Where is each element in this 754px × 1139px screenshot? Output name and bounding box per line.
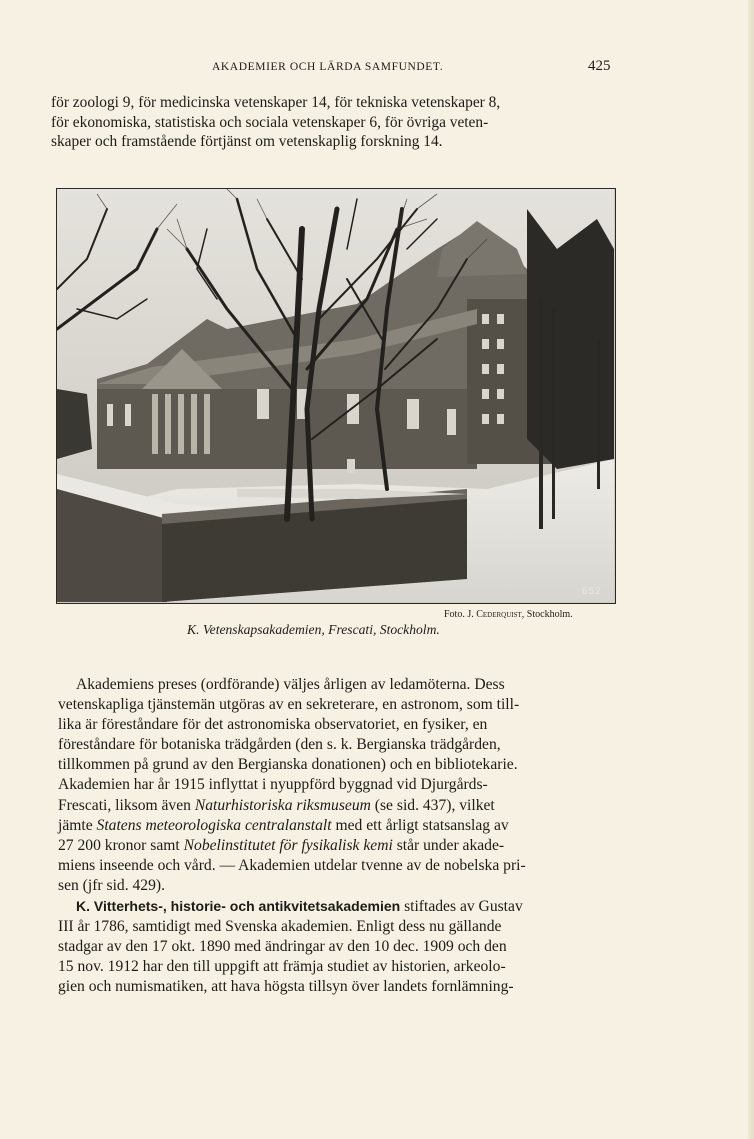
running-header: [0, 58, 754, 78]
text-line: skaper och framstående förtjänst om vetenskaplig forskning 14.: [51, 133, 443, 151]
academy-photograph: [56, 188, 616, 604]
text-line: Akademiens preses (ordförande) väljes årligen av ledamöterna. Dess: [76, 676, 505, 693]
text-line: lika är föreståndare för det astronomiska observatoriet, en fysiker, en: [58, 716, 488, 734]
text-run: 27 200 kronor samt: [58, 836, 180, 854]
text-line: sen (jfr sid. 429).: [58, 876, 165, 894]
text-line: för ekonomiska, statistiska och sociala vetenskaper 6, för övriga veten-: [51, 113, 489, 131]
institute-name: Nobelinstitutet för fysikalisk kemi: [183, 836, 393, 854]
text-line: gien och numismatiken, att hava högsta tillsyn över landets fornlämning-: [58, 978, 514, 996]
credit-suffix: , Stockholm.: [521, 609, 573, 620]
paragraph-main: [58, 675, 620, 998]
credit-photographer: Cederquist: [476, 609, 522, 620]
text-line: tillkommen på grund av den Bergianska donationen) och en bibliotekarie.: [58, 756, 518, 774]
credit-prefix: Foto. J.: [444, 609, 474, 620]
text-run: med ett årligt statsanslag av: [335, 816, 509, 834]
academy-heading: K. Vitterhets-, historie- och antikvitetsakademien: [76, 898, 401, 915]
museum-name: Naturhistoriska riksmuseum: [194, 796, 371, 814]
text-line: föreståndare för botaniska trädgården (den s. k. Bergianska trädgården,: [58, 736, 501, 754]
text-line: [58, 816, 620, 836]
text-line: [58, 836, 620, 856]
text-line: III år 1786, samtidigt med Svenska akademien. Enligt dess nu gällande: [58, 918, 502, 936]
text-run: står under akade-: [396, 836, 505, 854]
text-run: (se sid. 437), vilket: [374, 796, 495, 814]
page-edge: [748, 0, 754, 1139]
text-line: Akademien har år 1915 inflyttat i nyuppförd byggnad vid Djurgårds-: [58, 776, 488, 794]
text-line: [58, 896, 620, 917]
page-number: 425: [588, 58, 611, 74]
photo-credit: [444, 609, 573, 620]
text-run: jämte: [58, 816, 93, 834]
text-run: stiftades av Gustav: [404, 898, 523, 916]
paragraph-intro: [51, 93, 613, 152]
photo-caption: K. Vetenskapsakademien, Frescati, Stockholm.: [187, 622, 440, 637]
plate-number: 652: [582, 586, 602, 597]
text-run: Frescati, liksom även: [58, 796, 191, 814]
text-line: för zoologi 9, för medicinska vetenskaper 14, för tekniska vetenskaper 8,: [51, 94, 501, 111]
text-line: vetenskapliga tjänstemän utgöras av en sekreterare, en astronom, som till-: [58, 696, 520, 714]
institution-name: Statens meteorologiska centralanstalt: [96, 816, 332, 834]
text-line: 15 nov. 1912 har den till uppgift att främja studiet av historien, arkeolo-: [58, 958, 506, 976]
text-line: [58, 796, 620, 816]
header-title: AKADEMIER OCH LÄRDA SAMFUNDET.: [212, 61, 444, 73]
text-line: stadgar av den 17 okt. 1890 med ändringar av den 10 dec. 1909 och den: [58, 938, 507, 956]
text-line: miens inseende och vård. — Akademien utdelar tvenne av de nobelska pri-: [58, 856, 526, 874]
